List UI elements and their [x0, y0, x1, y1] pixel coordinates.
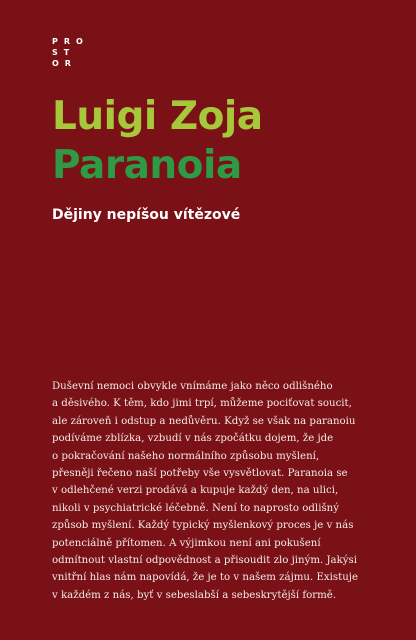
publisher-logo-line-2: ST [52, 48, 76, 57]
blurb-line-9: způsob myšlení. Každý typický myšlenkový proces je v nás [52, 520, 354, 532]
blurb-line-6: přesněji řečeno naší potřeby vše vysvětlovat. Paranoia se [52, 468, 348, 480]
blurb-line-12: vnitřní hlas nám napovídá, že je to v našem zájmu. Existuje [52, 572, 358, 584]
blurb-line-2: a děsivého. K těm, kdo jimi trpí, můžeme pociťovat soucit, [52, 398, 352, 410]
blurb-line-4: podíváme zblízka, vzbudí v nás zpočátku dojem, že jde [52, 433, 334, 445]
author-name: Luigi Zoja [52, 94, 263, 139]
blurb-line-5: o pokračování našeho normálního způsobu myšlení, [52, 450, 320, 462]
publisher-logo-line-1: PRO [52, 37, 89, 46]
blurb-line-3: ale zároveň i odstup a nedůvěru. Když se však na paranoiu [52, 415, 356, 427]
publisher-logo-line-3: OR [52, 59, 77, 68]
blurb-line-10: potenciálně přítomen. A výjimkou není ani pokušení [52, 537, 321, 549]
book-subtitle: Dějiny nepíšou vítězové [52, 207, 241, 223]
blurb-line-13: v každém z nás, byť v sebeslabší a sebeskrytější formě. [52, 589, 337, 601]
blurb-line-1: Duševní nemoci obvykle vnímáme jako něco odlišného [52, 381, 333, 392]
blurb-line-11: odmítnout vlastní odpovědnost a přisoudit zlo jiným. Jakýsi [52, 555, 358, 567]
blurb-line-8: nikoli v psychiatrické léčebně. Není to naprosto odlišný [52, 502, 339, 514]
publisher-logo [52, 36, 92, 69]
book-title: Paranoia [52, 143, 242, 188]
cover-blurb [52, 378, 382, 604]
blurb-line-7: v odlehčené verzi prodává a kupuje každý den, na ulici, [52, 485, 339, 497]
